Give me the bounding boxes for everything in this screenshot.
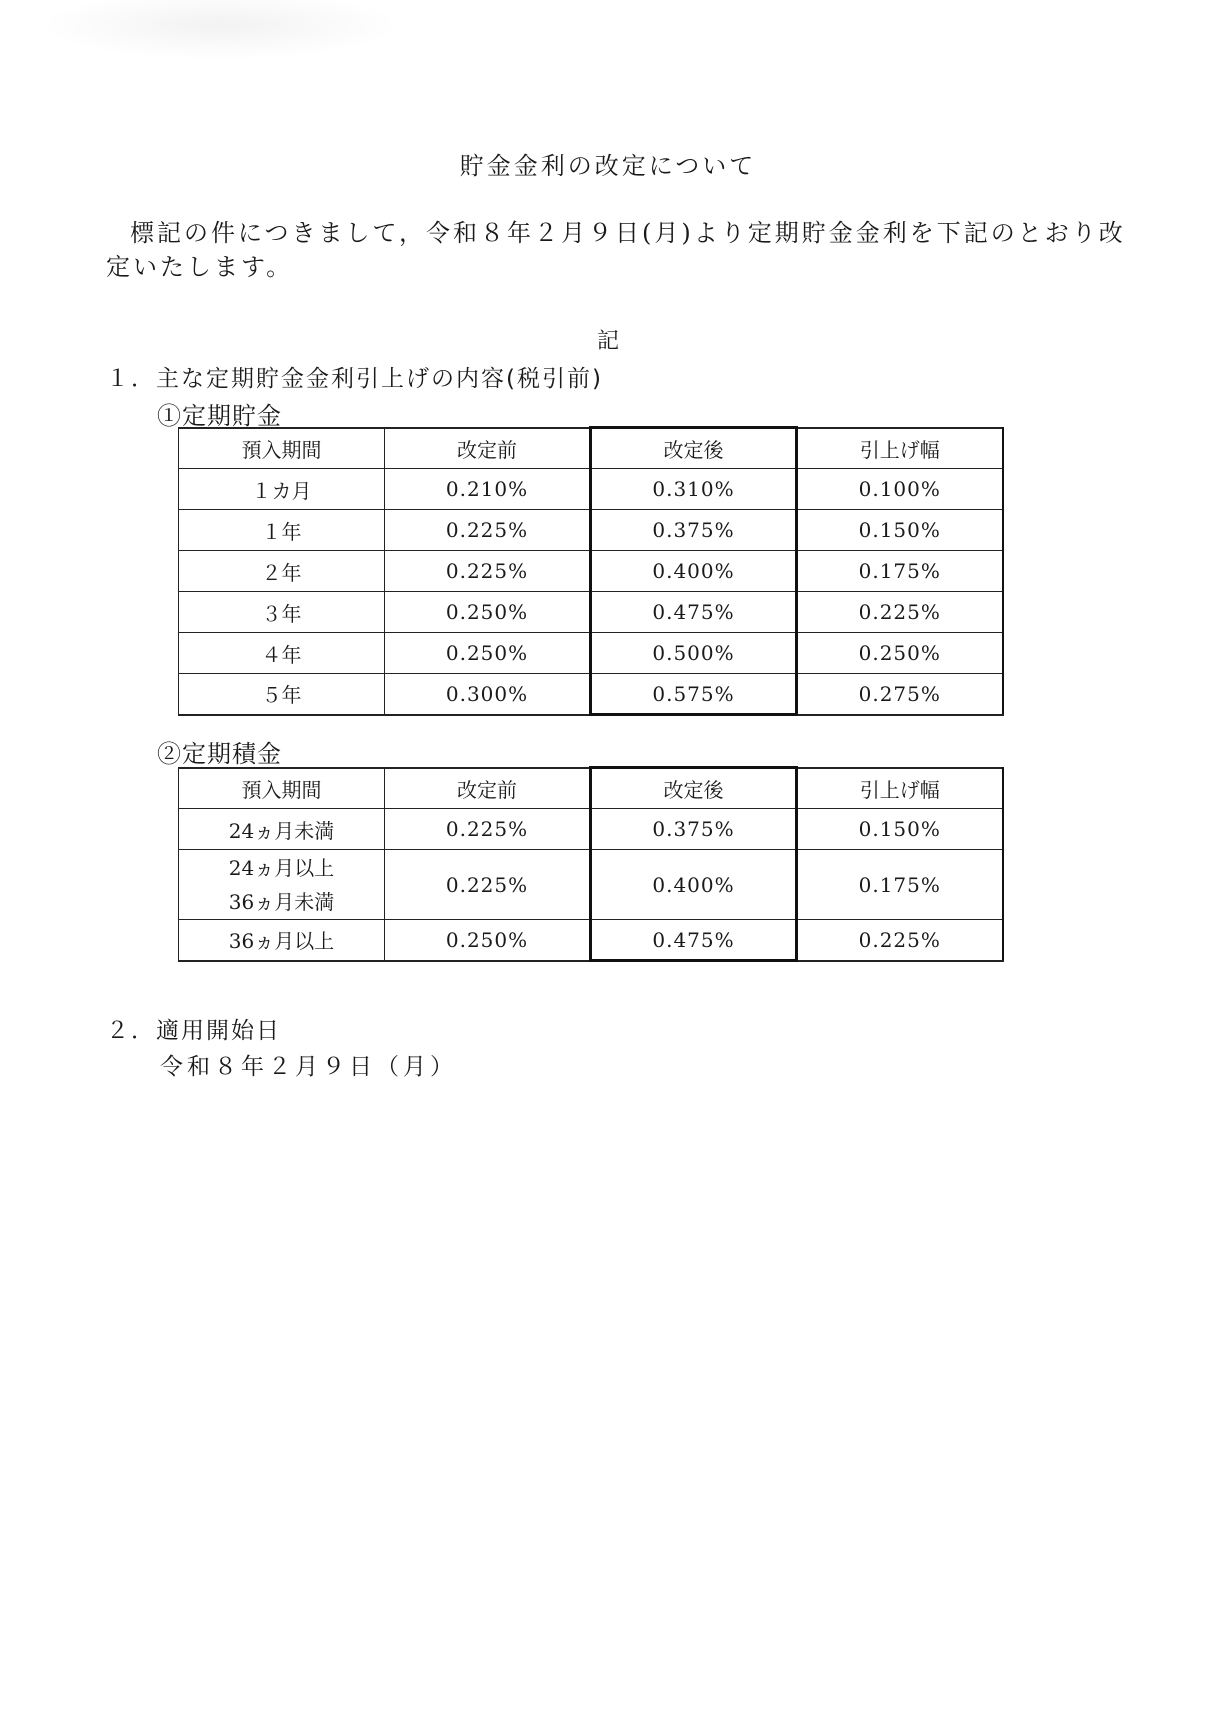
installment-rate-table: [178, 766, 1004, 962]
rate-before-cell: 0.300%: [385, 674, 591, 715]
header-cell: 改定後: [591, 768, 797, 809]
rate-increase-cell: 0.175%: [797, 551, 1003, 592]
rate-increase-cell: 0.225%: [797, 920, 1003, 961]
table-row: [179, 469, 1003, 510]
table-row: [179, 809, 1003, 850]
document-title: 貯金金利の改定について: [459, 152, 757, 180]
term-cell: 24ヵ月以上 36ヵ月未満: [179, 850, 385, 920]
section-1-heading: １．主な定期貯金金利引上げの内容(税引前): [106, 366, 603, 392]
rate-before-cell: 0.250%: [385, 592, 591, 633]
header-cell: 引上げ幅: [797, 428, 1003, 469]
rate-before-cell: 0.250%: [385, 633, 591, 674]
table-row: [179, 551, 1003, 592]
header-cell: 改定前: [385, 768, 591, 809]
start-date: 令和８年２月９日（月）: [160, 1054, 457, 1080]
scan-smudge: [40, 0, 400, 60]
rate-after-cell: 0.400%: [591, 850, 797, 920]
header-cell: 改定後: [591, 428, 797, 469]
rate-after-cell: 0.310%: [591, 469, 797, 510]
intro-line-2: 定いたします。: [106, 253, 294, 281]
rate-after-cell: 0.475%: [591, 920, 797, 961]
rate-before-cell: 0.210%: [385, 469, 591, 510]
table-row: [179, 920, 1003, 961]
table-2-title: ②定期積金: [157, 740, 282, 768]
header-cell: 改定前: [385, 428, 591, 469]
rate-before-cell: 0.225%: [385, 551, 591, 592]
rate-increase-cell: 0.175%: [797, 850, 1003, 920]
section-2-heading: ２．適用開始日: [106, 1018, 281, 1044]
term-cell: ４年: [179, 633, 385, 674]
rate-before-cell: 0.225%: [385, 510, 591, 551]
header-cell: 預入期間: [179, 428, 385, 469]
term-cell: 36ヵ月以上: [179, 920, 385, 961]
header-cell: 引上げ幅: [797, 768, 1003, 809]
term-cell: ２年: [179, 551, 385, 592]
term-cell: １カ月: [179, 469, 385, 510]
term-cell: １年: [179, 510, 385, 551]
rate-increase-cell: 0.150%: [797, 809, 1003, 850]
rate-increase-cell: 0.225%: [797, 592, 1003, 633]
rate-increase-cell: 0.275%: [797, 674, 1003, 715]
ki-marker: 記: [596, 329, 619, 354]
rate-before-cell: 0.225%: [385, 850, 591, 920]
header-cell: 預入期間: [179, 768, 385, 809]
table-header-row: [179, 428, 1003, 469]
term-cell: ３年: [179, 592, 385, 633]
rate-before-cell: 0.250%: [385, 920, 591, 961]
rate-after-cell: 0.575%: [591, 674, 797, 715]
intro-line-1: 標記の件につきまして，令和８年２月９日(月)より定期貯金金利を下記のとおり改: [130, 219, 1126, 247]
rate-after-cell: 0.375%: [591, 809, 797, 850]
table-row: [179, 510, 1003, 551]
table-header-row: [179, 768, 1003, 809]
rate-increase-cell: 0.250%: [797, 633, 1003, 674]
table-1-title: ①定期貯金: [157, 402, 282, 430]
intro-paragraph: [106, 216, 1126, 284]
rate-increase-cell: 0.100%: [797, 469, 1003, 510]
term-cell: ５年: [179, 674, 385, 715]
rate-after-cell: 0.475%: [591, 592, 797, 633]
table-row: [179, 674, 1003, 715]
table-row: [179, 592, 1003, 633]
rate-before-cell: 0.225%: [385, 809, 591, 850]
savings-rate-table: [178, 426, 1004, 716]
rate-after-cell: 0.400%: [591, 551, 797, 592]
rate-increase-cell: 0.150%: [797, 510, 1003, 551]
rate-after-cell: 0.500%: [591, 633, 797, 674]
table-row: [179, 633, 1003, 674]
rate-after-cell: 0.375%: [591, 510, 797, 551]
table-row: [179, 850, 1003, 920]
term-cell: 24ヵ月未満: [179, 809, 385, 850]
